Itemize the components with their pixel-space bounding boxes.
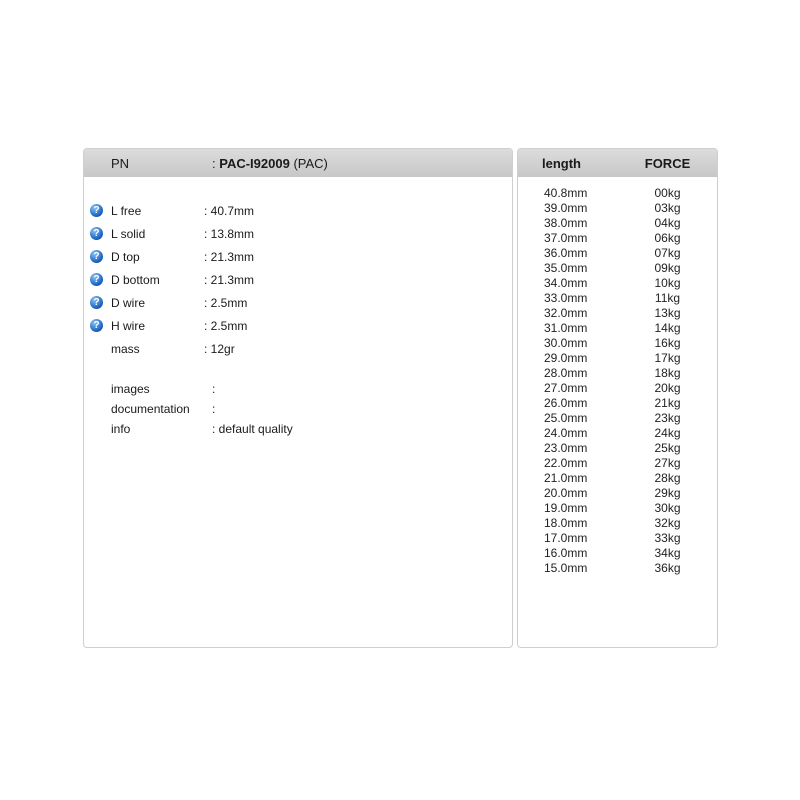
force-column-header: FORCE: [644, 155, 691, 171]
length-cell: 29.0mm: [544, 350, 588, 365]
force-table-row: [518, 290, 717, 305]
force-cell: 13kg: [654, 305, 681, 320]
force-table-panel: [517, 148, 718, 648]
length-cell: 40.8mm: [544, 185, 588, 200]
spec-row: [84, 291, 512, 314]
meta-value: :: [212, 382, 216, 396]
force-cell: 25kg: [654, 440, 681, 455]
length-cell: 35.0mm: [544, 260, 588, 275]
spec-value: : 2.5mm: [204, 318, 248, 333]
force-cell: 11kg: [654, 290, 681, 305]
spec-value: : 2.5mm: [204, 295, 248, 310]
force-table-row: [518, 185, 717, 200]
spec-value: : 12gr: [204, 341, 235, 356]
length-cell: 24.0mm: [544, 425, 588, 440]
force-table-body: [518, 185, 717, 575]
length-cell: 23.0mm: [544, 440, 588, 455]
force-cell: 16kg: [654, 335, 681, 350]
spec-list: [84, 199, 512, 360]
force-table-row: [518, 365, 717, 380]
spec-value: : 40.7mm: [204, 203, 255, 218]
help-icon[interactable]: ?: [90, 296, 103, 309]
length-cell: 27.0mm: [544, 380, 588, 395]
spec-row: [84, 245, 512, 268]
help-icon[interactable]: ?: [90, 204, 103, 217]
length-cell: 34.0mm: [544, 275, 588, 290]
length-cell: 39.0mm: [544, 200, 588, 215]
spec-value: : 21.3mm: [204, 249, 255, 264]
length-cell: 15.0mm: [544, 560, 588, 575]
force-cell: 36kg: [654, 560, 681, 575]
spec-label: H wire: [111, 318, 146, 333]
force-cell: 09kg: [654, 260, 681, 275]
force-cell: 21kg: [654, 395, 681, 410]
series-name: (PAC): [293, 155, 328, 171]
length-cell: 18.0mm: [544, 515, 588, 530]
force-table-row: [518, 200, 717, 215]
pn-colon: :: [212, 155, 216, 171]
force-table-row: [518, 380, 717, 395]
force-table-row: [518, 425, 717, 440]
length-cell: 19.0mm: [544, 500, 588, 515]
length-cell: 28.0mm: [544, 365, 588, 380]
length-cell: 17.0mm: [544, 530, 588, 545]
force-cell: 20kg: [654, 380, 681, 395]
force-table-row: [518, 410, 717, 425]
meta-label: info: [111, 422, 131, 436]
force-cell: 17kg: [654, 350, 681, 365]
force-cell: 28kg: [654, 470, 681, 485]
spec-label: mass: [111, 341, 140, 356]
pn-header-bar: [84, 149, 512, 177]
length-cell: 25.0mm: [544, 410, 588, 425]
length-cell: 21.0mm: [544, 470, 588, 485]
meta-value: : default quality: [212, 422, 293, 436]
spec-label: D wire: [111, 295, 146, 310]
length-column-header: length: [542, 155, 581, 171]
length-cell: 31.0mm: [544, 320, 588, 335]
spec-row: [84, 199, 512, 222]
help-icon[interactable]: ?: [90, 273, 103, 286]
force-cell: 30kg: [654, 500, 681, 515]
force-table-row: [518, 470, 717, 485]
spec-label: D bottom: [111, 272, 160, 287]
meta-list: [84, 379, 512, 439]
force-cell: 14kg: [654, 320, 681, 335]
force-table-row: [518, 440, 717, 455]
force-cell: 32kg: [654, 515, 681, 530]
help-icon[interactable]: ?: [90, 227, 103, 240]
force-table-row: [518, 305, 717, 320]
force-table-row: [518, 260, 717, 275]
help-icon[interactable]: ?: [90, 319, 103, 332]
help-icon[interactable]: ?: [90, 250, 103, 263]
force-table-row: [518, 335, 717, 350]
force-table-row: [518, 320, 717, 335]
force-table-header-bar: [518, 149, 717, 177]
product-spec-panel: [83, 148, 513, 648]
force-cell: 04kg: [654, 215, 681, 230]
length-cell: 32.0mm: [544, 305, 588, 320]
meta-row: [84, 419, 512, 439]
force-cell: 10kg: [654, 275, 681, 290]
force-table-row: [518, 485, 717, 500]
force-cell: 34kg: [654, 545, 681, 560]
meta-label: documentation: [111, 402, 190, 416]
force-table-row: [518, 215, 717, 230]
force-cell: 29kg: [654, 485, 681, 500]
force-cell: 03kg: [654, 200, 681, 215]
force-cell: 18kg: [654, 365, 681, 380]
spec-label: L solid: [111, 226, 146, 241]
force-cell: 27kg: [654, 455, 681, 470]
force-table-row: [518, 455, 717, 470]
length-cell: 36.0mm: [544, 245, 588, 260]
meta-label: images: [111, 382, 150, 396]
force-table-row: [518, 515, 717, 530]
meta-row: [84, 379, 512, 399]
force-table-row: [518, 395, 717, 410]
length-cell: 20.0mm: [544, 485, 588, 500]
spec-value: : 21.3mm: [204, 272, 255, 287]
force-cell: 07kg: [654, 245, 681, 260]
spec-value: : 13.8mm: [204, 226, 255, 241]
force-table-row: [518, 350, 717, 365]
force-table-row: [518, 545, 717, 560]
force-table-row: [518, 500, 717, 515]
pn-label: PN: [111, 155, 130, 171]
length-cell: 37.0mm: [544, 230, 588, 245]
force-table-row: [518, 275, 717, 290]
spec-row: [84, 268, 512, 291]
force-table-row: [518, 245, 717, 260]
force-table-row: [518, 560, 717, 575]
length-cell: 16.0mm: [544, 545, 588, 560]
spec-row: [84, 314, 512, 337]
length-cell: 26.0mm: [544, 395, 588, 410]
pn-value: [212, 156, 328, 171]
length-cell: 22.0mm: [544, 455, 588, 470]
force-cell: 24kg: [654, 425, 681, 440]
spec-label: D top: [111, 249, 140, 264]
meta-row: [84, 399, 512, 419]
force-cell: 33kg: [654, 530, 681, 545]
force-cell: 06kg: [654, 230, 681, 245]
spec-row: [84, 337, 512, 360]
meta-value: :: [212, 402, 216, 416]
force-table-row: [518, 530, 717, 545]
spec-label: L free: [111, 203, 142, 218]
part-number: PAC-I92009: [219, 155, 290, 171]
length-cell: 30.0mm: [544, 335, 588, 350]
force-cell: 00kg: [654, 185, 681, 200]
force-cell: 23kg: [654, 410, 681, 425]
force-table-row: [518, 230, 717, 245]
length-cell: 38.0mm: [544, 215, 588, 230]
length-cell: 33.0mm: [544, 290, 588, 305]
spec-row: [84, 222, 512, 245]
